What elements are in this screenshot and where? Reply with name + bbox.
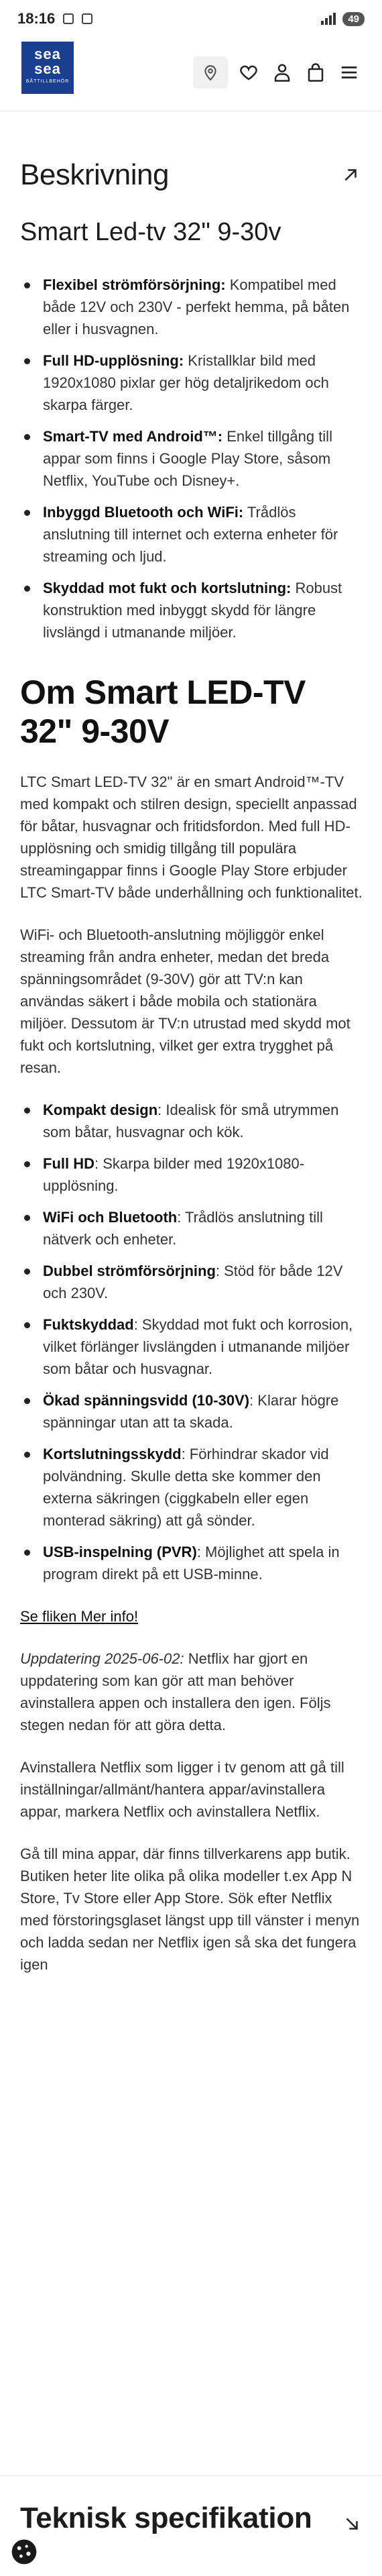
status-time: 18:16 [17, 10, 56, 27]
feature-title: Kompakt design [43, 1101, 158, 1118]
tech-spec-accordion[interactable] [0, 2475, 382, 2556]
feature-text: Kompatibel med både 12V och 230V - perfekt hemma, på båten eller i husvagnen. [43, 276, 350, 337]
cart-button[interactable] [303, 60, 328, 85]
feature-text: : Stöd för både 12V och 230V. [43, 1262, 343, 1301]
feature-list [20, 274, 363, 643]
feature-title: WiFi och Bluetooth [43, 1208, 178, 1226]
status-right [321, 12, 365, 26]
feature-text: : Förhindrar skador vid polvändning. Skulle detta ske kommer den externa säkringen (ciggkabeln eller egen monterad säkring) att gå sönder. [43, 1445, 329, 1529]
logo-tagline: BÅTTILLBEHÖR [25, 79, 70, 84]
product-description [20, 111, 363, 1976]
list-item [20, 1313, 363, 1380]
spec-feature-list [20, 1099, 363, 1585]
description-subtitle: Smart Led-tv 32" 9-30v [20, 218, 281, 246]
list-item [20, 501, 363, 568]
feature-title: Flexibel strömförsörjning: [43, 276, 226, 293]
list-item [20, 1541, 363, 1585]
list-item [20, 1389, 363, 1434]
more-info-link[interactable]: Se fliken Mer info! [20, 1607, 139, 1625]
list-item [20, 274, 363, 340]
update-paragraph [20, 1648, 363, 1736]
list-item [20, 577, 363, 643]
description-header[interactable] [20, 158, 363, 195]
feature-text: Enkel tillgång till appar som finns i Google Play Store, såsom Netflix, YouTube och Disney+. [43, 427, 332, 489]
arrow-down-right-icon [342, 2514, 362, 2534]
header-actions [193, 56, 362, 89]
feature-text: Trådlös anslutning till internet och externa enheter för streaming och ljud. [43, 503, 338, 565]
update-text: Netflix har gjort en uppdatering som kan gör att man behöver avinstallera appen och installera den igen. Följs stegen nedan för att göra detta. [20, 1650, 331, 1733]
status-left [17, 10, 92, 28]
site-header [0, 38, 382, 111]
battery-indicator: 49 [342, 12, 365, 26]
feature-title: Inbyggd Bluetooth och WiFi: [43, 503, 244, 521]
location-pin-icon [202, 64, 219, 81]
feature-text: : Möjlighet att spela in program direkt på ett USB-minne. [43, 1543, 340, 1582]
tech-spec-heading: Teknisk specifikation [20, 2502, 312, 2534]
user-icon [272, 62, 292, 83]
wishlist-button[interactable] [236, 60, 261, 85]
feature-title: Smart-TV med Android™: [43, 427, 223, 445]
cookie-icon[interactable] [9, 2537, 39, 2567]
account-button[interactable] [269, 60, 295, 85]
about-heading: Om Smart LED-TV 32" 9-30V [20, 673, 306, 750]
feature-text: Robust konstruktion med inbyggt skydd för längre livslängd i utmanande miljöer. [43, 579, 342, 641]
list-item [20, 1152, 363, 1197]
about-paragraph: WiFi- och Bluetooth-anslutning möjliggör enkel streaming från andra enheter, medan det breda spänningsområdet (9-30V) gör att TV:n kan användas säkert i både mobila och stationära miljöer. Dessutom är TV:n utrustad med skydd mot fukt och kortslutning, vilket ger extra trygghet på resan. [20, 926, 351, 1076]
feature-text: Kristallklar bild med 1920x1080 pixlar ger hög detaljrikedom och skarpa färger. [43, 352, 329, 413]
list-item [20, 425, 363, 492]
signal-icon [321, 13, 336, 25]
site-logo[interactable] [21, 42, 74, 94]
heart-icon [239, 62, 259, 83]
list-item [20, 350, 363, 416]
logo-line-1: sea [34, 46, 61, 62]
feature-title: Skyddad mot fukt och kortslutning: [43, 579, 292, 596]
feature-title: Dubbel strömförsörjning [43, 1262, 216, 1279]
logo-line-2: sea [34, 60, 61, 77]
feature-title: Full HD-upplösning: [43, 352, 184, 369]
feature-title: Fuktskyddad [43, 1316, 134, 1333]
description-heading: Beskrivning [20, 158, 169, 191]
feature-title: Full HD [43, 1155, 94, 1172]
list-item [20, 1206, 363, 1250]
arrow-up-right-icon[interactable] [340, 165, 361, 185]
hamburger-menu-icon [339, 62, 359, 83]
list-item [20, 1260, 363, 1304]
cart-bag-icon [306, 62, 326, 83]
feature-text: : Skarpa bilder med 1920x1080-upplösning. [43, 1155, 305, 1194]
feature-text: : Trådlös anslutning till nätverk och enheter. [43, 1208, 323, 1248]
feature-text: : Idealisk för små utrymmen som båtar, husvagnar och kök. [43, 1101, 339, 1140]
store-locator-button[interactable] [193, 56, 228, 89]
feature-text: : Skyddad mot fukt och korrosion, vilket förlänger livslängden i utmanande miljöer som båtar och husvagnar. [43, 1316, 353, 1377]
feature-title: USB-inspelning (PVR) [43, 1543, 197, 1560]
feature-title: Kortslutningsskydd [43, 1445, 182, 1462]
feature-title: Ökad spänningsvidd (10-30V) [43, 1391, 250, 1409]
menu-button[interactable] [336, 60, 362, 85]
about-paragraph: Avinstallera Netflix som ligger i tv genom att gå till inställningar/allmänt/hantera appar/avinstallera appar, markera Netflix och avinstallera Netflix. [20, 1758, 344, 1820]
notification-icon [63, 13, 74, 24]
update-label: Uppdatering 2025-06-02: [20, 1650, 184, 1667]
about-paragraph: LTC Smart LED-TV 32" är en smart Android™-TV med kompakt och stilren design, speciellt anpassad för båtar, husvagnar och fritidsfordon. Med full HD-upplösning och smidig tillgång till populära streamingappar finns i Google Play Store erbjuder LTC Smart-TV både underhållning och funktionalitet. [20, 773, 363, 901]
notification-icon [82, 13, 92, 24]
list-item [20, 1099, 363, 1143]
feature-text: : Klarar högre spänningar utan att ta skada. [43, 1391, 339, 1431]
about-paragraph: Gå till mina appar, där finns tillverkarens app butik. Butiken heter lite olika på olika modeller t.ex App N Store, Tv Store eller App Store. Sök efter Netflix med förstoringsglaset längst upp till vänster i menyn och ladda sedan ner Netflix igen så ska det fungera igen [20, 1845, 360, 1973]
list-item [20, 1443, 363, 1532]
status-bar [0, 0, 382, 38]
